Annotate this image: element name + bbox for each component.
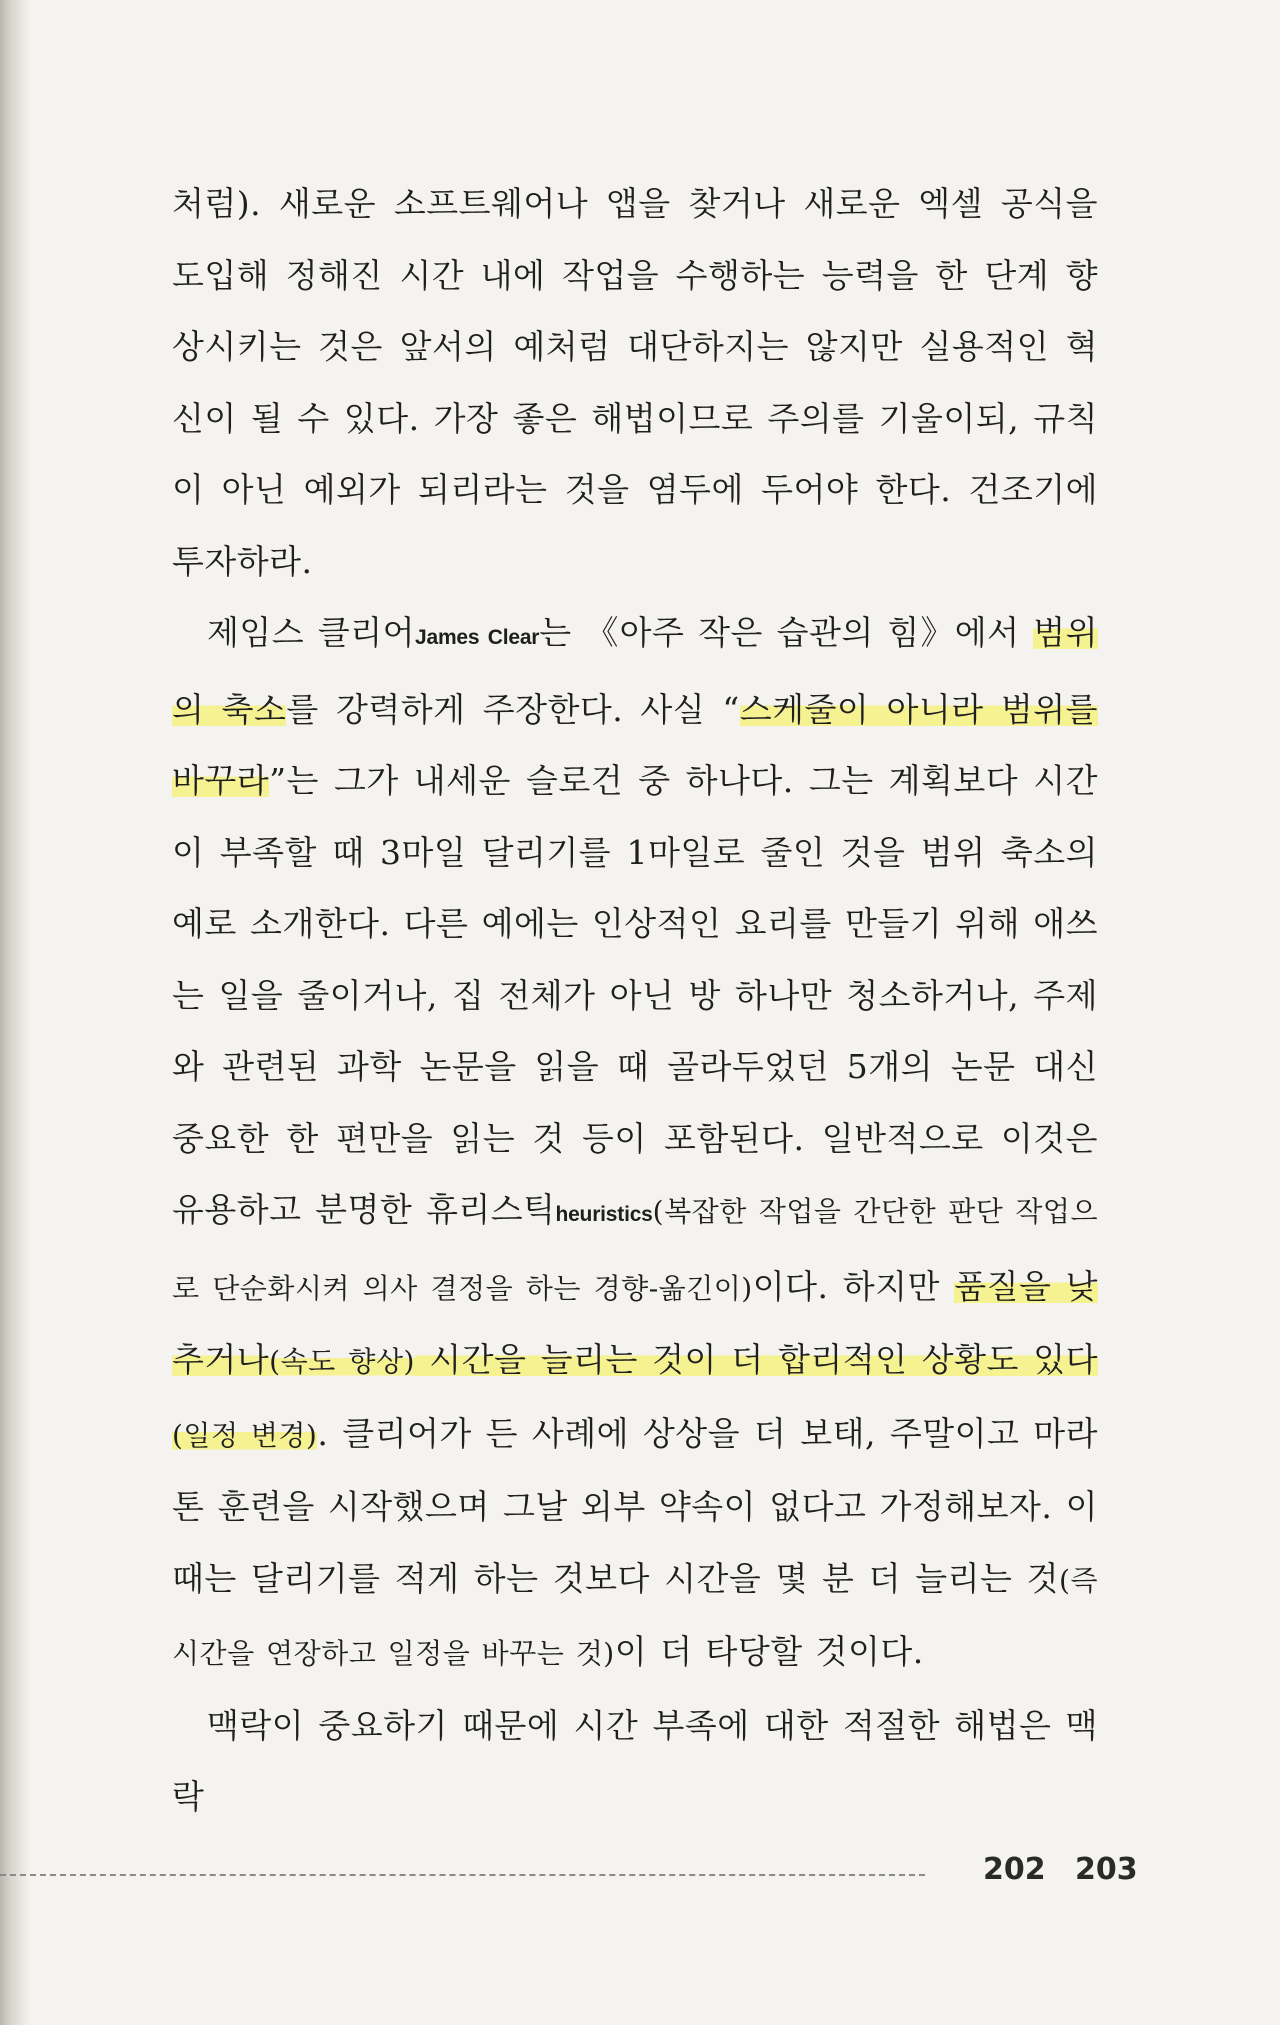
text-segment: 맥락이 중요하기 때문에 시간 부족에 대한 적절한 해법은 맥락 <box>172 1705 1098 1816</box>
text-segment: 는 《아주 작은 습관의 힘》에서 <box>539 613 1034 652</box>
parenthetical-note: (즉 시간을 연장하고 일정을 바꾸는 것) <box>172 1563 1098 1670</box>
page-number-right: 203 <box>1075 1852 1138 1887</box>
text-segment: . 클리어가 든 사례에 상상을 더 보태, 주말이고 마라톤 훈련을 시작했으며 그날 외부 약속이 없다고 가정해보자. 이때는 달리기를 적게 하는 것보다 시간을 몇 분 더 늘리는 것 <box>172 1413 1098 1598</box>
page-number-left: 202 <box>983 1852 1046 1887</box>
text-segment: 제임스 클리어 <box>207 613 415 652</box>
text-segment: 이 더 타당할 것이다. <box>614 1632 924 1671</box>
latin-term: James Clear <box>415 626 540 649</box>
paragraph-3 <box>172 1690 1098 1833</box>
book-binding-shadow <box>0 0 30 2025</box>
highlighted-text: 품질을 낮추거나 <box>172 1266 1098 1379</box>
paragraph-1 <box>172 168 1098 597</box>
body-text <box>172 168 1098 1833</box>
highlighted-text: 시간을 늘리는 것이 더 합리적인 상황도 있다 <box>414 1340 1098 1379</box>
highlighted-text: 스케줄이 아니라 범위를 바꾸라 <box>172 689 1098 800</box>
highlighted-text: (속도 향상) <box>269 1345 415 1378</box>
parenthetical-note: (복잡한 작업을 간단한 판단 작업으로 단순화시켜 의사 결정을 하는 경향-옮긴이) <box>172 1195 1098 1305</box>
text-segment: 를 강력하게 주장한다. 사실 “ <box>286 689 740 729</box>
text-segment: ”는 그가 내세운 슬로건 중 하나다. 그는 계획보다 시간이 부족할 때 3마일 달리기를 1마일로 줄인 것을 범위 축소의 예로 소개한다. 다른 예에는 인상적인 요리를 만들기 위해 애쓰는 일을 줄이거나, 집 전체가 아닌 방 하나만 청소하거나, 주제와 관련된 과학 논문을 읽을 때 골라두었던 5개의 논문 대신 중요한 한 편만을 읽는 것 등이 포함된다. 일반적으로 이것은 유용하고 분명한 휴리스틱 <box>172 761 1098 1229</box>
footer-dashed-rule <box>0 1874 925 1876</box>
highlighted-text: 범위의 축소 <box>172 613 1099 729</box>
page-footer <box>0 1852 1280 1892</box>
text-segment: 이다. 하지만 <box>752 1266 955 1306</box>
highlighted-text: (일정 변경) <box>172 1418 318 1452</box>
text-segment: 처럼). 새로운 소프트웨어나 앱을 찾거나 새로운 엑셀 공식을 도입해 정해진 시간 내에 작업을 수행하는 능력을 한 단계 향상시키는 것은 앞서의 예처럼 대단하지는 않지만 실용적인 혁신이 될 수 있다. 가장 좋은 해법이므로 주의를 기울이되, 규칙이 아닌 예외가 되리라는 것을 염두에 두어야 한다. 건조기에 투자하라. <box>172 184 1098 581</box>
latin-term: heuristics <box>555 1203 653 1226</box>
paragraph-2 <box>172 597 1098 1690</box>
